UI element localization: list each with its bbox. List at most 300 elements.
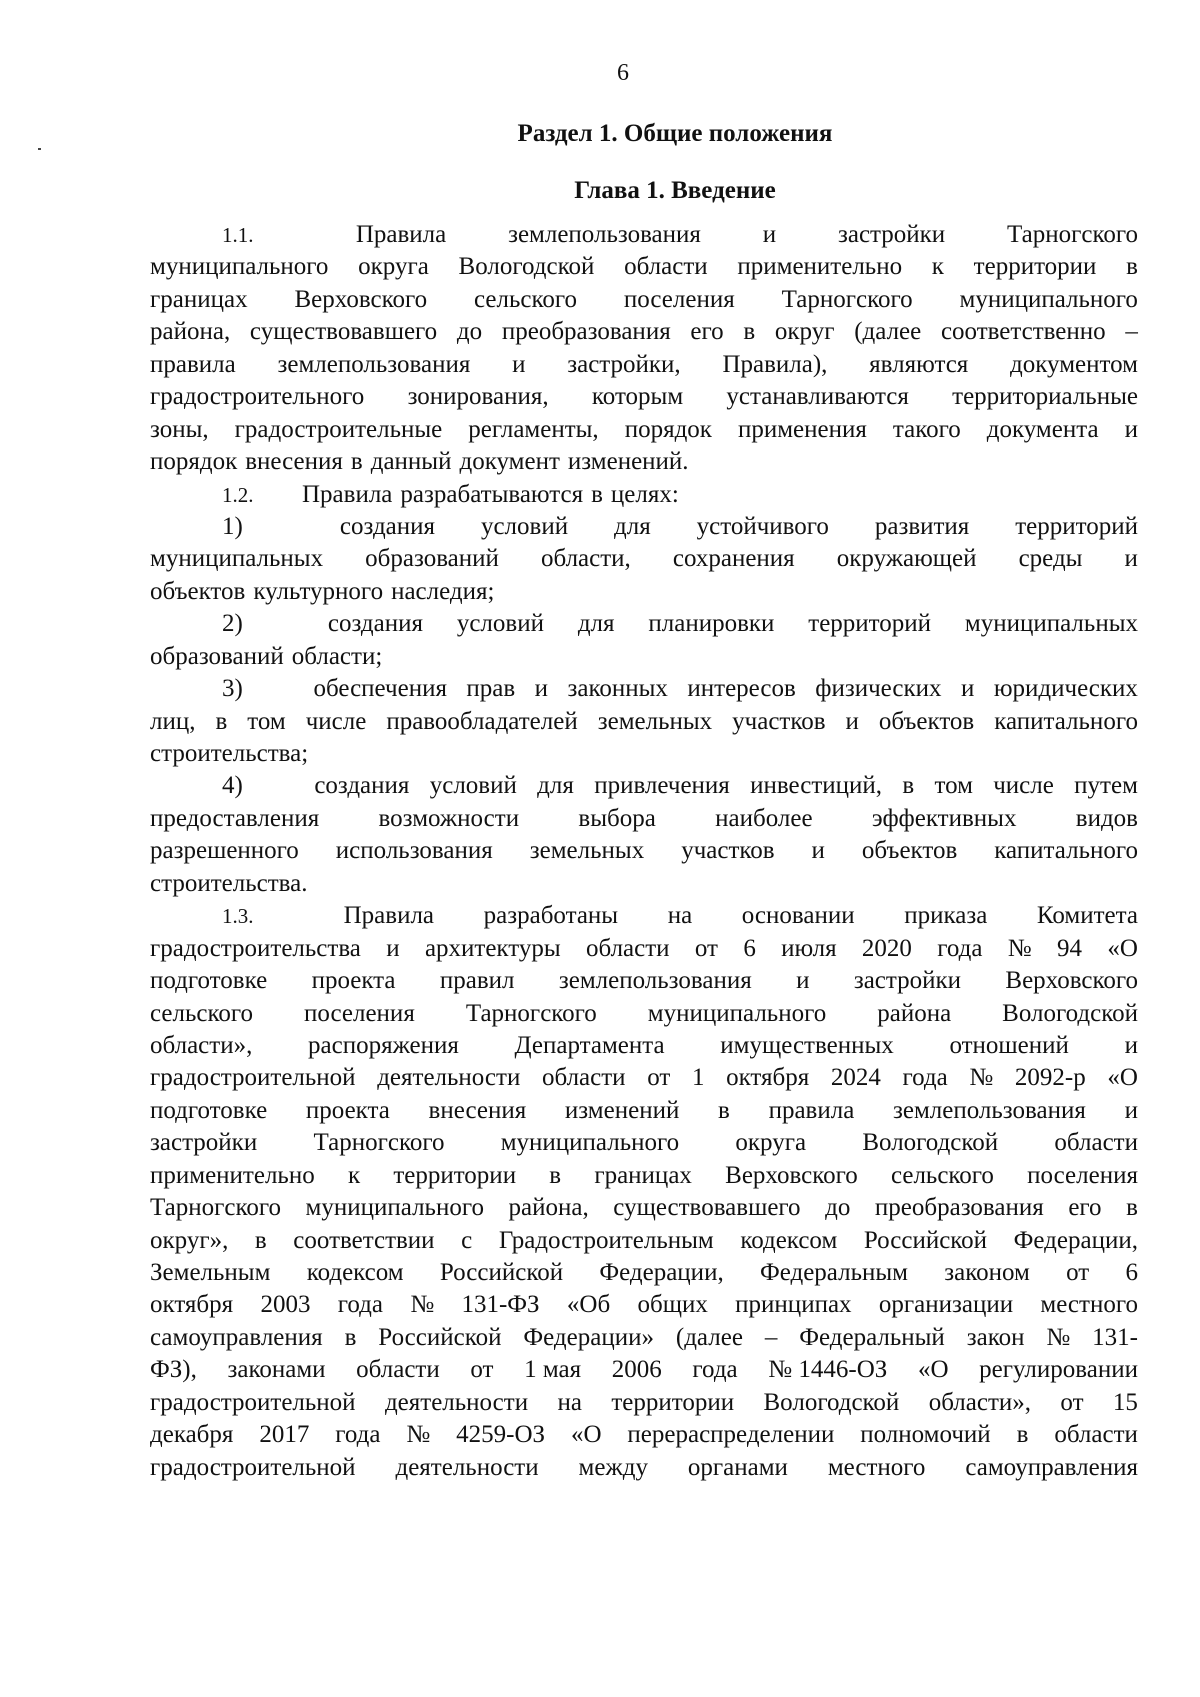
- text-line: [150, 706, 1138, 738]
- word: «О: [1107, 1064, 1138, 1092]
- word: том: [934, 772, 973, 800]
- scan-mark: [38, 148, 41, 150]
- word: от: [647, 1064, 671, 1092]
- word: Земельным: [150, 1259, 271, 1286]
- word: такого: [892, 415, 961, 443]
- word: Верховского: [725, 1161, 858, 1189]
- word: зонирования,: [407, 383, 549, 411]
- word: Тарногского: [465, 999, 597, 1027]
- word: декабря: [150, 1421, 234, 1449]
- word: застройки: [150, 1129, 258, 1157]
- text-line: [150, 316, 1138, 348]
- word: эффективных: [871, 804, 1017, 832]
- word: земельных: [529, 837, 645, 865]
- word: подготовке: [150, 967, 268, 995]
- word: деятельности: [395, 1453, 539, 1481]
- word: образований: [150, 642, 284, 670]
- word: муниципального: [959, 285, 1138, 313]
- word: местного: [827, 1453, 926, 1481]
- word: основании: [741, 902, 855, 930]
- item-number: 1): [222, 512, 243, 540]
- word: застройки: [837, 221, 946, 248]
- word: условий: [480, 512, 569, 540]
- word: создания: [314, 772, 410, 800]
- text-line: [150, 1127, 1138, 1159]
- word: и: [512, 350, 526, 378]
- word: числе: [993, 772, 1054, 800]
- text-line: [150, 608, 1138, 640]
- word: развития: [874, 512, 970, 540]
- word: в: [215, 707, 228, 735]
- word: 6: [743, 934, 756, 962]
- word: и: [961, 675, 975, 703]
- text-line: [150, 1062, 1138, 1094]
- word: района,: [508, 1194, 589, 1222]
- word: строительства;: [150, 740, 309, 767]
- word: инвестиций,: [750, 772, 883, 800]
- word: округ: [774, 318, 835, 346]
- item-number: 2): [222, 610, 243, 638]
- text-line: [150, 1322, 1138, 1354]
- word: 1: [691, 1064, 705, 1092]
- text-line: [150, 1030, 1138, 1062]
- word: Федерации,: [1013, 1226, 1138, 1254]
- word: от: [694, 934, 718, 962]
- word: 1 мая: [524, 1356, 582, 1384]
- word: архитектуры: [424, 934, 561, 962]
- word: образований: [365, 545, 499, 573]
- word: и: [1124, 415, 1138, 443]
- word: привлечения: [594, 772, 730, 800]
- word: создания: [327, 610, 423, 638]
- word: планировки: [648, 610, 775, 638]
- word: «Об: [566, 1291, 611, 1319]
- word: от: [1060, 1388, 1084, 1416]
- word: юридических: [993, 675, 1138, 703]
- word: муниципальных: [964, 610, 1138, 638]
- word: землепользования: [558, 967, 752, 995]
- word: 2006: [611, 1356, 662, 1384]
- word: года: [902, 1064, 948, 1092]
- text-line: [150, 900, 1138, 932]
- text-line: [150, 803, 1138, 835]
- word: землепользования: [893, 1096, 1086, 1124]
- text-line: [150, 543, 1138, 575]
- word: разрабатываются: [400, 480, 584, 508]
- word: в: [1016, 1421, 1029, 1449]
- word: его: [690, 318, 724, 346]
- word: объектов: [861, 837, 958, 865]
- word: градостроительной: [150, 1388, 356, 1416]
- word: землепользования: [277, 350, 471, 378]
- word: являются: [869, 350, 969, 378]
- word: законных: [567, 675, 668, 703]
- word: регулировании: [979, 1356, 1138, 1384]
- word: в: [254, 1226, 267, 1254]
- word: –: [1125, 318, 1138, 346]
- word: Градостроительным: [498, 1226, 714, 1254]
- text-line: [150, 576, 1138, 608]
- word: проекта: [311, 967, 396, 995]
- word: отношений: [949, 1031, 1069, 1059]
- word: муниципального: [647, 999, 827, 1027]
- word: Тарногского: [781, 285, 913, 313]
- word: 6: [1125, 1259, 1138, 1286]
- word: №: [410, 1291, 435, 1319]
- word: и: [1124, 545, 1138, 573]
- text-line: [150, 511, 1138, 543]
- text-line: [150, 673, 1138, 705]
- word: кодексом: [740, 1226, 838, 1254]
- text-line: [150, 1192, 1138, 1224]
- text-line: [150, 868, 1138, 900]
- word: путем: [1074, 772, 1138, 800]
- word: –: [764, 1323, 778, 1351]
- word: зоны,: [150, 415, 209, 443]
- word: внесения: [428, 1096, 527, 1124]
- word: в: [1126, 253, 1138, 281]
- text-line: [150, 414, 1138, 446]
- word: наиболее: [715, 804, 813, 832]
- word: округ»,: [150, 1226, 229, 1254]
- word: Правила: [355, 221, 447, 248]
- word: полномочий: [860, 1421, 991, 1449]
- word: участков: [732, 707, 826, 735]
- word: поселения: [1027, 1161, 1138, 1189]
- word: октября: [150, 1291, 234, 1319]
- word: Федерации,: [599, 1259, 724, 1286]
- word: распоряжения: [308, 1031, 459, 1059]
- word: области: [541, 1064, 626, 1092]
- word: Федеральный: [799, 1323, 945, 1351]
- word: территорий: [1015, 512, 1138, 540]
- word: с: [461, 1226, 473, 1254]
- word: использования: [335, 837, 493, 865]
- word: Федерации»: [523, 1323, 654, 1351]
- word: том: [247, 707, 286, 735]
- word: данный: [370, 448, 452, 476]
- word: условий: [429, 772, 517, 800]
- word: применения: [737, 415, 867, 443]
- word: капитального: [994, 707, 1138, 735]
- word: границах: [594, 1161, 692, 1189]
- word: изменений.: [567, 448, 689, 476]
- word: муниципального: [500, 1129, 680, 1157]
- word: поселения: [303, 999, 415, 1027]
- word: Верховского: [294, 285, 428, 313]
- word: №: [969, 1064, 994, 1092]
- word: устанавливаются: [726, 383, 909, 411]
- word: территорий: [808, 610, 932, 638]
- word: округа: [735, 1129, 807, 1157]
- word: сельского: [474, 285, 577, 313]
- word: применительно: [150, 1161, 315, 1189]
- word: градостроительные: [234, 415, 443, 443]
- text-line: [150, 998, 1138, 1030]
- word: его: [1068, 1194, 1102, 1222]
- text-line: [150, 933, 1138, 965]
- item-number: 1.3.: [222, 904, 254, 929]
- chapter-title: Глава 1. Введение: [574, 177, 776, 204]
- word: законом: [944, 1259, 1030, 1286]
- text-line: [150, 1354, 1138, 1386]
- text-line: [150, 738, 1138, 770]
- word: застройки,: [567, 350, 681, 378]
- word: 2092-р: [1014, 1064, 1086, 1092]
- word: территории: [973, 253, 1097, 281]
- word: между: [578, 1453, 648, 1481]
- text-line: [150, 1160, 1138, 1192]
- word: на: [557, 1388, 582, 1416]
- word: существовавшего: [249, 318, 438, 346]
- word: 131-ФЗ: [461, 1291, 540, 1319]
- word: в: [344, 1323, 357, 1351]
- body-text: [150, 219, 1138, 1484]
- word: документ: [459, 448, 560, 476]
- word: правила: [150, 350, 236, 378]
- word: возможности: [378, 804, 520, 832]
- word: выбора: [578, 804, 656, 832]
- word: Тарногского: [313, 1129, 445, 1157]
- word: «О: [570, 1421, 602, 1449]
- word: имущественных: [720, 1031, 894, 1059]
- text-line: [150, 1095, 1138, 1127]
- text-line: [150, 1225, 1138, 1257]
- word: сельского: [150, 999, 253, 1027]
- word: района: [877, 999, 952, 1027]
- word: градостроительства: [150, 934, 361, 962]
- word: Вологодской: [862, 1129, 999, 1157]
- word: №: [1046, 1323, 1071, 1351]
- word: 2020: [861, 934, 912, 962]
- word: землепользования: [508, 221, 701, 248]
- word: существовавшего: [613, 1194, 801, 1222]
- word: в: [718, 1096, 730, 1124]
- word: области: [1054, 1421, 1138, 1449]
- word: правил: [439, 967, 515, 995]
- word: Правила),: [722, 350, 828, 378]
- word: (далее: [675, 1323, 743, 1351]
- word: градостроительной: [150, 1453, 356, 1481]
- word: до: [456, 318, 483, 346]
- word: муниципальных: [150, 545, 324, 573]
- word: Департамента: [514, 1031, 665, 1059]
- word: июля: [781, 934, 837, 962]
- text-line: [150, 1257, 1138, 1289]
- word: на: [667, 902, 693, 930]
- item-number: 4): [222, 772, 243, 800]
- word: подготовке: [150, 1096, 268, 1124]
- word: обеспечения: [313, 675, 447, 703]
- word: преобразования: [501, 318, 671, 346]
- word: года: [692, 1356, 738, 1384]
- word: самоуправления: [150, 1323, 323, 1351]
- word: сохранения: [672, 545, 795, 573]
- text-line: [150, 1289, 1138, 1321]
- word: участков: [681, 837, 775, 865]
- word: преобразования: [874, 1194, 1044, 1222]
- word: территориальные: [952, 383, 1138, 411]
- word: и: [811, 837, 825, 865]
- word: в: [591, 480, 603, 508]
- word: «О: [917, 1356, 949, 1384]
- word: «О: [1107, 934, 1138, 962]
- word: Российской: [439, 1259, 564, 1286]
- word: Федеральным: [759, 1259, 908, 1286]
- word: и: [762, 221, 777, 248]
- text-line: [150, 349, 1138, 381]
- word: области: [1054, 1129, 1138, 1157]
- text-line: [150, 835, 1138, 867]
- word: застройки: [853, 967, 962, 995]
- word: муниципального: [305, 1194, 484, 1222]
- word: числе: [305, 707, 367, 735]
- word: к: [347, 1161, 361, 1189]
- word: поселения: [623, 285, 735, 313]
- word: Российской: [378, 1323, 502, 1351]
- word: законами: [227, 1356, 326, 1384]
- word: применительно: [737, 253, 903, 281]
- word: 2017: [259, 1421, 310, 1449]
- word: области: [585, 934, 670, 962]
- word: деятельности: [377, 1064, 521, 1092]
- word: границах: [150, 285, 248, 313]
- word: в: [1126, 1194, 1138, 1222]
- text-line: [150, 1452, 1138, 1484]
- text-line: [150, 284, 1138, 316]
- word: области: [624, 253, 708, 281]
- word: перераспределении: [627, 1421, 835, 1449]
- word: внесения: [245, 448, 343, 476]
- word: закон: [966, 1323, 1025, 1351]
- word: 131-: [1092, 1323, 1138, 1351]
- word: №: [1007, 934, 1032, 962]
- word: Вологодской: [763, 1388, 900, 1416]
- word: изменений: [564, 1096, 680, 1124]
- text-line: [150, 1387, 1138, 1419]
- word: в: [743, 318, 756, 346]
- word: от: [1066, 1259, 1090, 1286]
- word: 15: [1112, 1388, 1138, 1416]
- word: и: [1124, 1031, 1138, 1059]
- word: Тарногского: [1007, 221, 1138, 248]
- text-line: [150, 446, 1138, 478]
- word: Верховского: [1005, 967, 1138, 995]
- word: для: [614, 512, 651, 540]
- word: документом: [1010, 350, 1138, 378]
- word: целях:: [610, 480, 679, 508]
- word: разрешенного: [150, 837, 299, 865]
- word: приказа: [904, 902, 988, 930]
- word: соответственно: [940, 318, 1106, 346]
- text-line: [150, 965, 1138, 997]
- word: 94: [1056, 934, 1082, 962]
- word: муниципального: [150, 253, 329, 281]
- word: в: [549, 1161, 562, 1189]
- word: деятельности: [384, 1388, 529, 1416]
- word: правила: [768, 1096, 855, 1124]
- word: года: [937, 934, 983, 962]
- word: окружающей: [836, 545, 977, 573]
- word: Вологодской: [1002, 999, 1138, 1027]
- word: объектов: [878, 707, 975, 735]
- word: и: [1124, 1096, 1138, 1124]
- word: организации: [878, 1291, 1014, 1319]
- word: наследия;: [391, 577, 495, 605]
- word: ФЗ),: [150, 1356, 197, 1384]
- word: области: [356, 1356, 440, 1384]
- word: культурного: [253, 577, 384, 605]
- word: интересов: [687, 675, 796, 703]
- word: градостроительного: [150, 383, 365, 411]
- word: устойчивого: [696, 512, 829, 540]
- word: предоставления: [150, 804, 320, 832]
- text-line: [150, 219, 1138, 251]
- word: земельных: [597, 707, 713, 735]
- word: капитального: [994, 837, 1138, 865]
- word: 2003: [260, 1291, 311, 1319]
- word: в: [902, 772, 915, 800]
- item-number: 1.2.: [222, 482, 254, 507]
- word: физических: [815, 675, 942, 703]
- word: объектов: [150, 577, 246, 605]
- item-number: 1.1.: [222, 223, 254, 247]
- word: разработаны: [483, 902, 619, 930]
- word: Российской: [863, 1226, 988, 1254]
- word: порядок: [624, 415, 712, 443]
- word: прав: [466, 675, 516, 703]
- word: самоуправления: [965, 1453, 1138, 1481]
- word: принципах: [735, 1291, 852, 1319]
- word: соответствии: [293, 1226, 435, 1254]
- text-line: [150, 770, 1138, 802]
- word: территории: [393, 1161, 517, 1189]
- word: местного: [1040, 1291, 1138, 1319]
- word: общих: [637, 1291, 708, 1319]
- word: проекта: [305, 1096, 390, 1124]
- word: Правила: [343, 902, 435, 930]
- word: октября: [726, 1064, 810, 1092]
- word: от: [470, 1356, 494, 1384]
- word: регламенты,: [468, 415, 599, 443]
- word: 4259-ОЗ: [456, 1421, 546, 1449]
- word: порядок: [150, 448, 238, 476]
- word: создания: [339, 512, 436, 540]
- word: документа: [986, 415, 1099, 443]
- word: лиц,: [150, 707, 196, 735]
- word: условий: [456, 610, 544, 638]
- word: и: [845, 707, 859, 735]
- word: области»,: [928, 1388, 1032, 1416]
- word: органами: [687, 1453, 788, 1481]
- word: правообладателей: [386, 707, 578, 735]
- word: кодексом: [306, 1259, 404, 1286]
- text-line: [150, 251, 1138, 283]
- word: территории: [611, 1388, 735, 1416]
- word: года: [337, 1291, 383, 1319]
- text-line: [150, 1419, 1138, 1451]
- word: (далее: [854, 318, 922, 346]
- text-line: [150, 479, 1138, 511]
- text-line: [150, 381, 1138, 413]
- word: видов: [1075, 804, 1138, 832]
- word: к: [931, 253, 944, 281]
- word: строительства.: [150, 869, 308, 897]
- item-number: 3): [222, 675, 243, 703]
- word: 2024: [830, 1064, 881, 1092]
- word: до: [825, 1194, 851, 1222]
- word: области;: [291, 642, 383, 670]
